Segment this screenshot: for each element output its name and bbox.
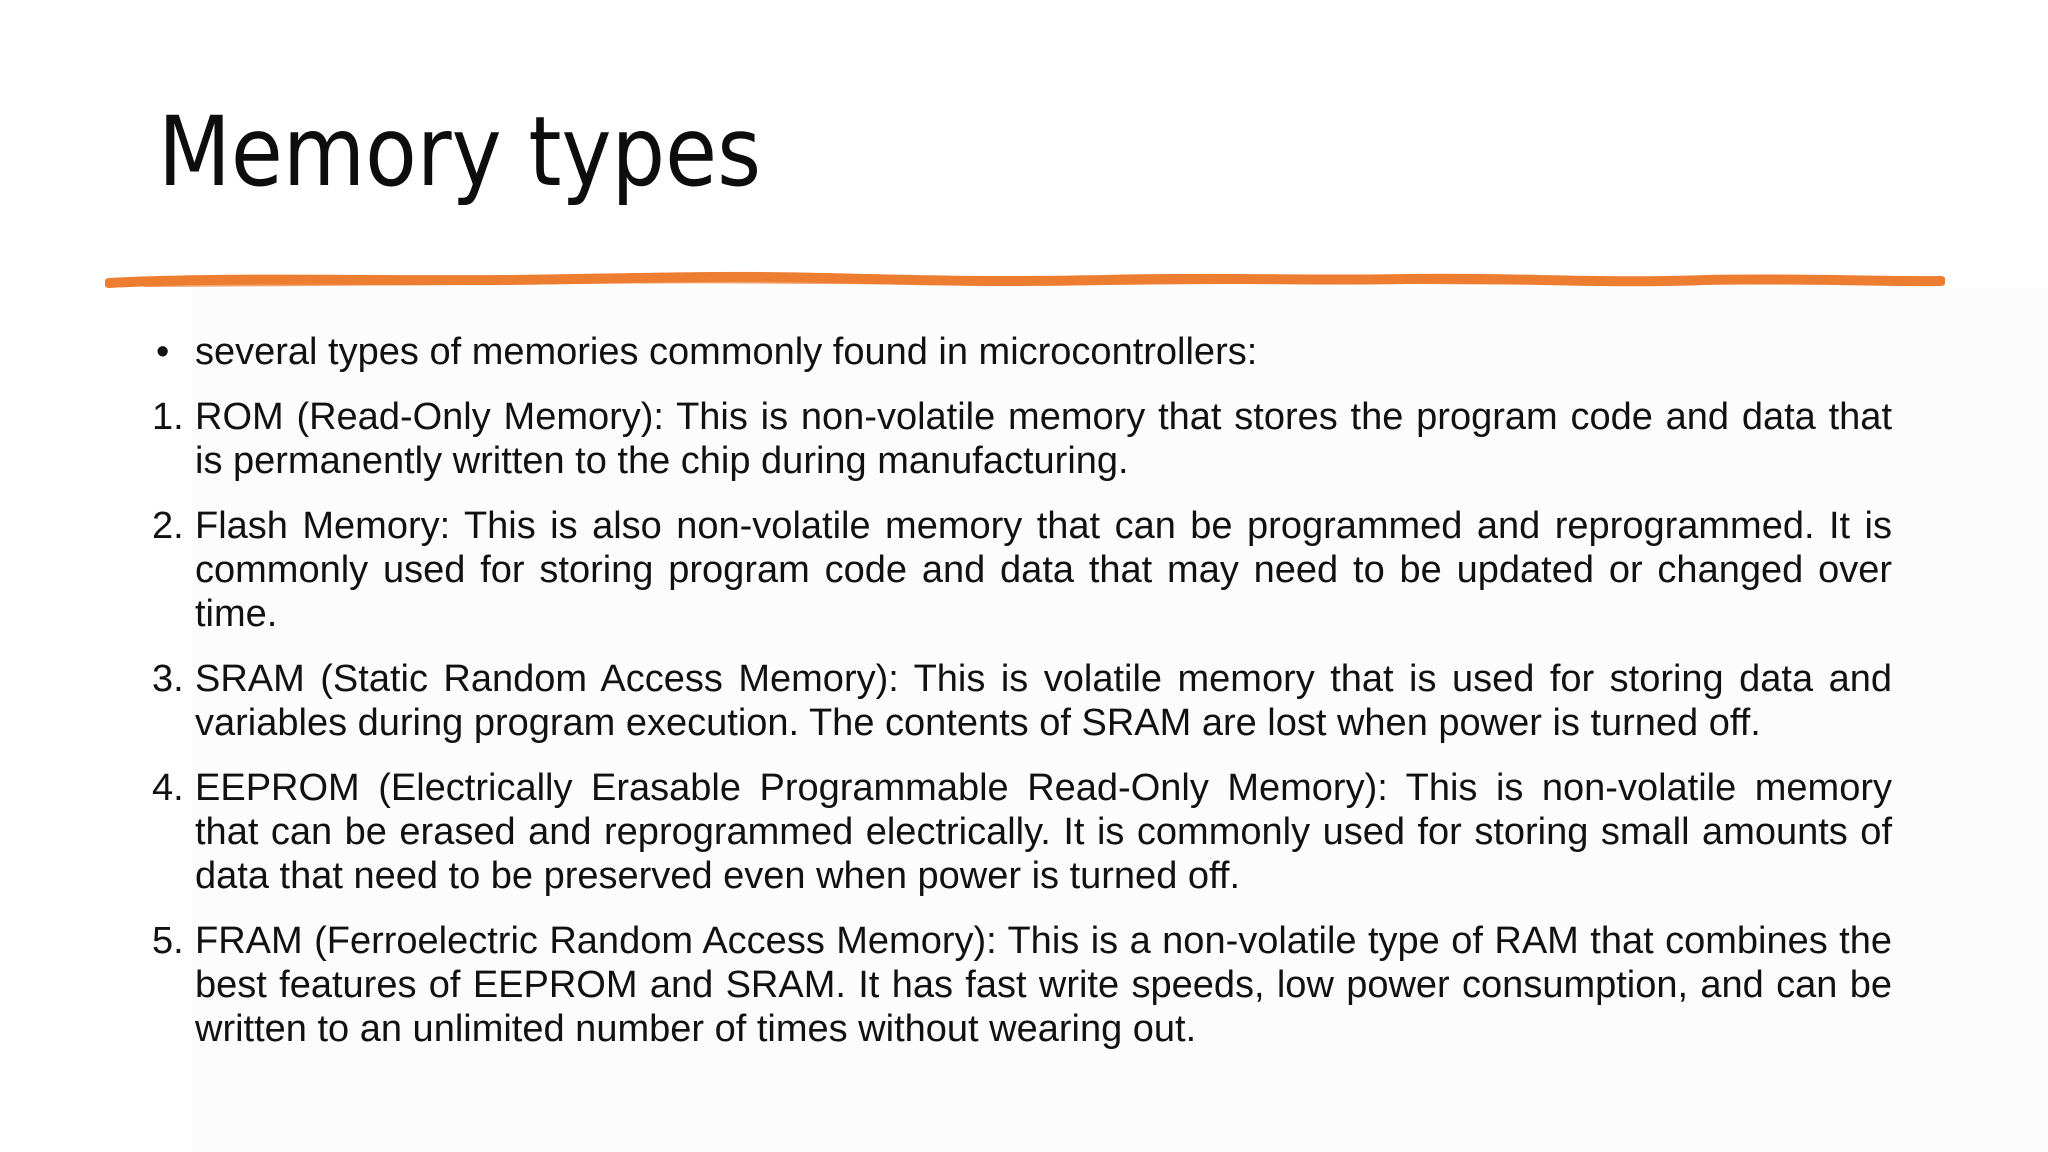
intro-bullet bbox=[152, 330, 1892, 374]
list-number: 4. bbox=[152, 767, 184, 809]
list-number: 3. bbox=[152, 658, 184, 700]
slide-title: Memory types bbox=[158, 96, 762, 208]
list-item-text: SRAM (Static Random Access Memory): This is volatile memory that is used for storing data and variables during program execution. The contents of SRAM are lost when power is turned off. bbox=[195, 658, 1892, 744]
title-underline bbox=[105, 268, 1945, 298]
title-underline-texture bbox=[145, 281, 1905, 285]
list-number: 5. bbox=[152, 920, 184, 962]
list-item-text: ROM (Read-Only Memory): This is non-volatile memory that stores the program code and data that is permanently written to the chip during manufacturing. bbox=[195, 396, 1892, 482]
list-item-text: FRAM (Ferroelectric Random Access Memory): This is a non-volatile type of RAM that combines the best features of EEPROM and SRAM. It has fast write speeds, low power consumption, and can be written to an unlimited number of times without wearing out. bbox=[195, 920, 1892, 1050]
list-item-text: EEPROM (Electrically Erasable Programmable Read-Only Memory): This is non-volatile memory that can be erased and reprogrammed electrically. It is commonly used for storing small amounts of data that need to be preserved even when power is turned off. bbox=[195, 767, 1892, 897]
list-number: 2. bbox=[152, 505, 184, 547]
bullet-marker: • bbox=[156, 331, 170, 373]
list-number: 1. bbox=[152, 396, 184, 438]
intro-text: several types of memories commonly found in microcontrollers: bbox=[195, 331, 1258, 373]
list-item-sram bbox=[152, 657, 1892, 745]
list-item-eeprom bbox=[152, 766, 1892, 898]
list-item-flash bbox=[152, 504, 1892, 636]
list-item-rom bbox=[152, 395, 1892, 483]
list-item-text: Flash Memory: This is also non-volatile memory that can be programmed and reprogrammed. It is commonly used for storing program code and data that may need to be updated or changed over time. bbox=[195, 505, 1892, 635]
slide-body bbox=[152, 330, 1892, 1072]
list-item-fram bbox=[152, 919, 1892, 1051]
